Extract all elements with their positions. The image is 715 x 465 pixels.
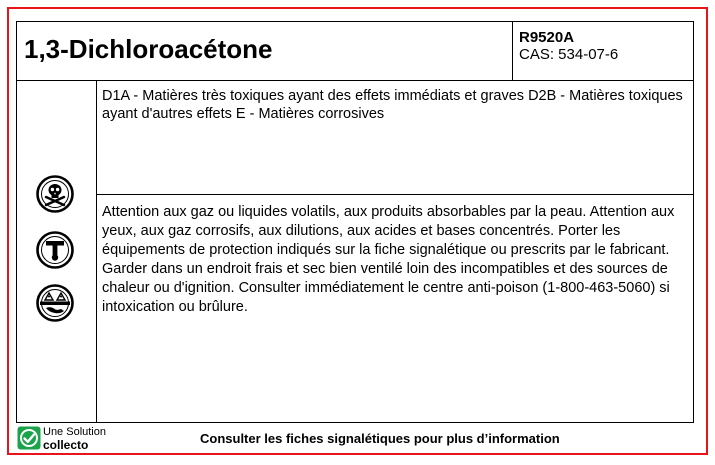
logo-brand: collecto	[43, 438, 89, 452]
pictogram-column	[16, 81, 97, 423]
corrosive-icon	[36, 284, 74, 322]
product-name: 1,3-Dichloroacétone	[24, 34, 273, 64]
logo-line-1: Une Solution	[43, 426, 106, 438]
id-cell	[513, 21, 694, 81]
hazard-classes-cell	[97, 81, 694, 195]
product-code: R9520A	[519, 29, 575, 46]
cas-number: CAS: 534-07-6	[519, 46, 619, 63]
hazard-classes-text: D1A - Matières très toxiques ayant des effets immédiats et graves D2B - Matières toxiques ayant d'autres effets E - Matières corrosives	[102, 88, 683, 122]
precautions-cell	[97, 195, 694, 423]
toxic-t-icon	[36, 231, 74, 269]
logo-text	[43, 426, 106, 452]
footer-notice: Consulter les fiches signalétiques pour plus d’information	[200, 431, 560, 446]
precautions-text: Attention aux gaz ou liquides volatils, aux produits absorbables par la peau. Attention aux yeux, aux gaz corrosifs, aux dilutions, aux acides et bases concentrés. Porter les équipements de protection indiqués sur la fiche signalétique ou prescrits par le fabricant. Garder dans un endroit frais et sec bien ventilé loin des incompatibles et des sources de chaleur ou d'ignition. Consulter immédiatement le centre anti-poison (1-800-463-5060) si intoxication ou brûlure.	[102, 204, 675, 315]
skull-crossbones-icon	[36, 175, 74, 213]
title-cell	[16, 21, 513, 81]
collecto-logo-icon	[17, 426, 41, 450]
